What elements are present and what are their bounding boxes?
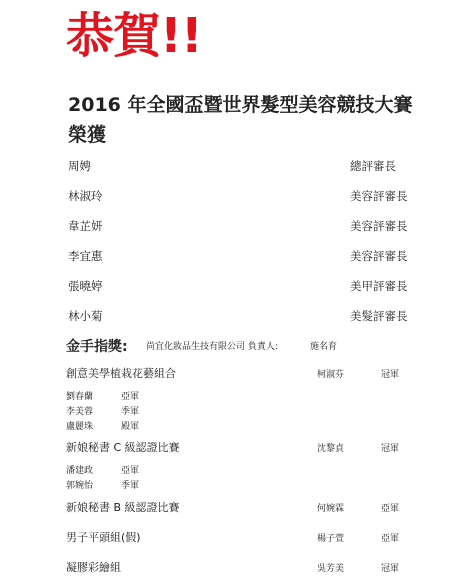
placer-rank: 亞軍 xyxy=(121,392,140,402)
category-title: 凝膠彩繪組 xyxy=(66,561,121,574)
judge-name: 林淑玲 xyxy=(68,189,103,203)
category-winner: 沈黎貞 xyxy=(317,444,345,454)
judge-name: 韋芷妍 xyxy=(68,219,103,233)
awarded-heading: 榮獲 xyxy=(68,124,107,146)
category-place: 冠軍 xyxy=(381,370,400,380)
category-winner: 吳芳美 xyxy=(317,564,345,574)
category-title: 男子平頭組(假) xyxy=(66,531,141,544)
category-place: 冠軍 xyxy=(381,444,400,454)
placer-name: 李美蓉 xyxy=(66,407,94,417)
judge-name: 周娉 xyxy=(68,159,91,173)
category-winner: 柯淑芬 xyxy=(317,370,345,380)
congratulations-headline: 恭賀!! xyxy=(66,8,202,64)
judge-role: 美容評審長 xyxy=(350,249,408,263)
placer-rank: 亞軍 xyxy=(121,466,140,476)
placer-rank: 殿軍 xyxy=(121,422,140,432)
judge-name: 張曉婷 xyxy=(68,279,103,293)
placer-rank: 季軍 xyxy=(121,407,140,417)
placer-name: 盧麗珠 xyxy=(66,422,94,432)
placer-name: 郭婉怡 xyxy=(66,481,94,491)
judge-role: 美容評審長 xyxy=(350,219,408,233)
judge-name: 李宜惠 xyxy=(68,249,103,263)
category-title: 創意美學植栽花藝組合 xyxy=(66,367,176,380)
judge-name: 林小菊 xyxy=(68,309,103,323)
sponsor-person: 施名育 xyxy=(310,342,338,352)
judge-role: 美髮評審長 xyxy=(350,309,408,323)
category-title: 新娘秘書 C 級認證比賽 xyxy=(66,441,180,454)
judge-role: 美甲評審長 xyxy=(350,279,408,293)
category-place: 亞軍 xyxy=(381,534,400,544)
category-place: 亞軍 xyxy=(381,504,400,514)
judge-role: 總評審長 xyxy=(350,159,396,173)
competition-title: 2016 年全國盃暨世界髮型美容競技大賽 xyxy=(68,94,413,116)
category-winner: 楊子萱 xyxy=(317,534,345,544)
judge-role: 美容評審長 xyxy=(350,189,408,203)
placer-name: 劉春蘭 xyxy=(66,392,94,402)
category-place: 冠軍 xyxy=(381,564,400,574)
category-winner: 何婉霖 xyxy=(317,504,345,514)
placer-rank: 季軍 xyxy=(121,481,140,491)
placer-name: 潘建政 xyxy=(66,466,94,476)
sponsor-company: 尚宜化妝品生技有限公司 負責人: xyxy=(146,342,278,352)
category-title: 新娘秘書 B 級認證比賽 xyxy=(66,501,180,514)
sponsor-award-heading: 金手指獎: xyxy=(66,339,128,355)
